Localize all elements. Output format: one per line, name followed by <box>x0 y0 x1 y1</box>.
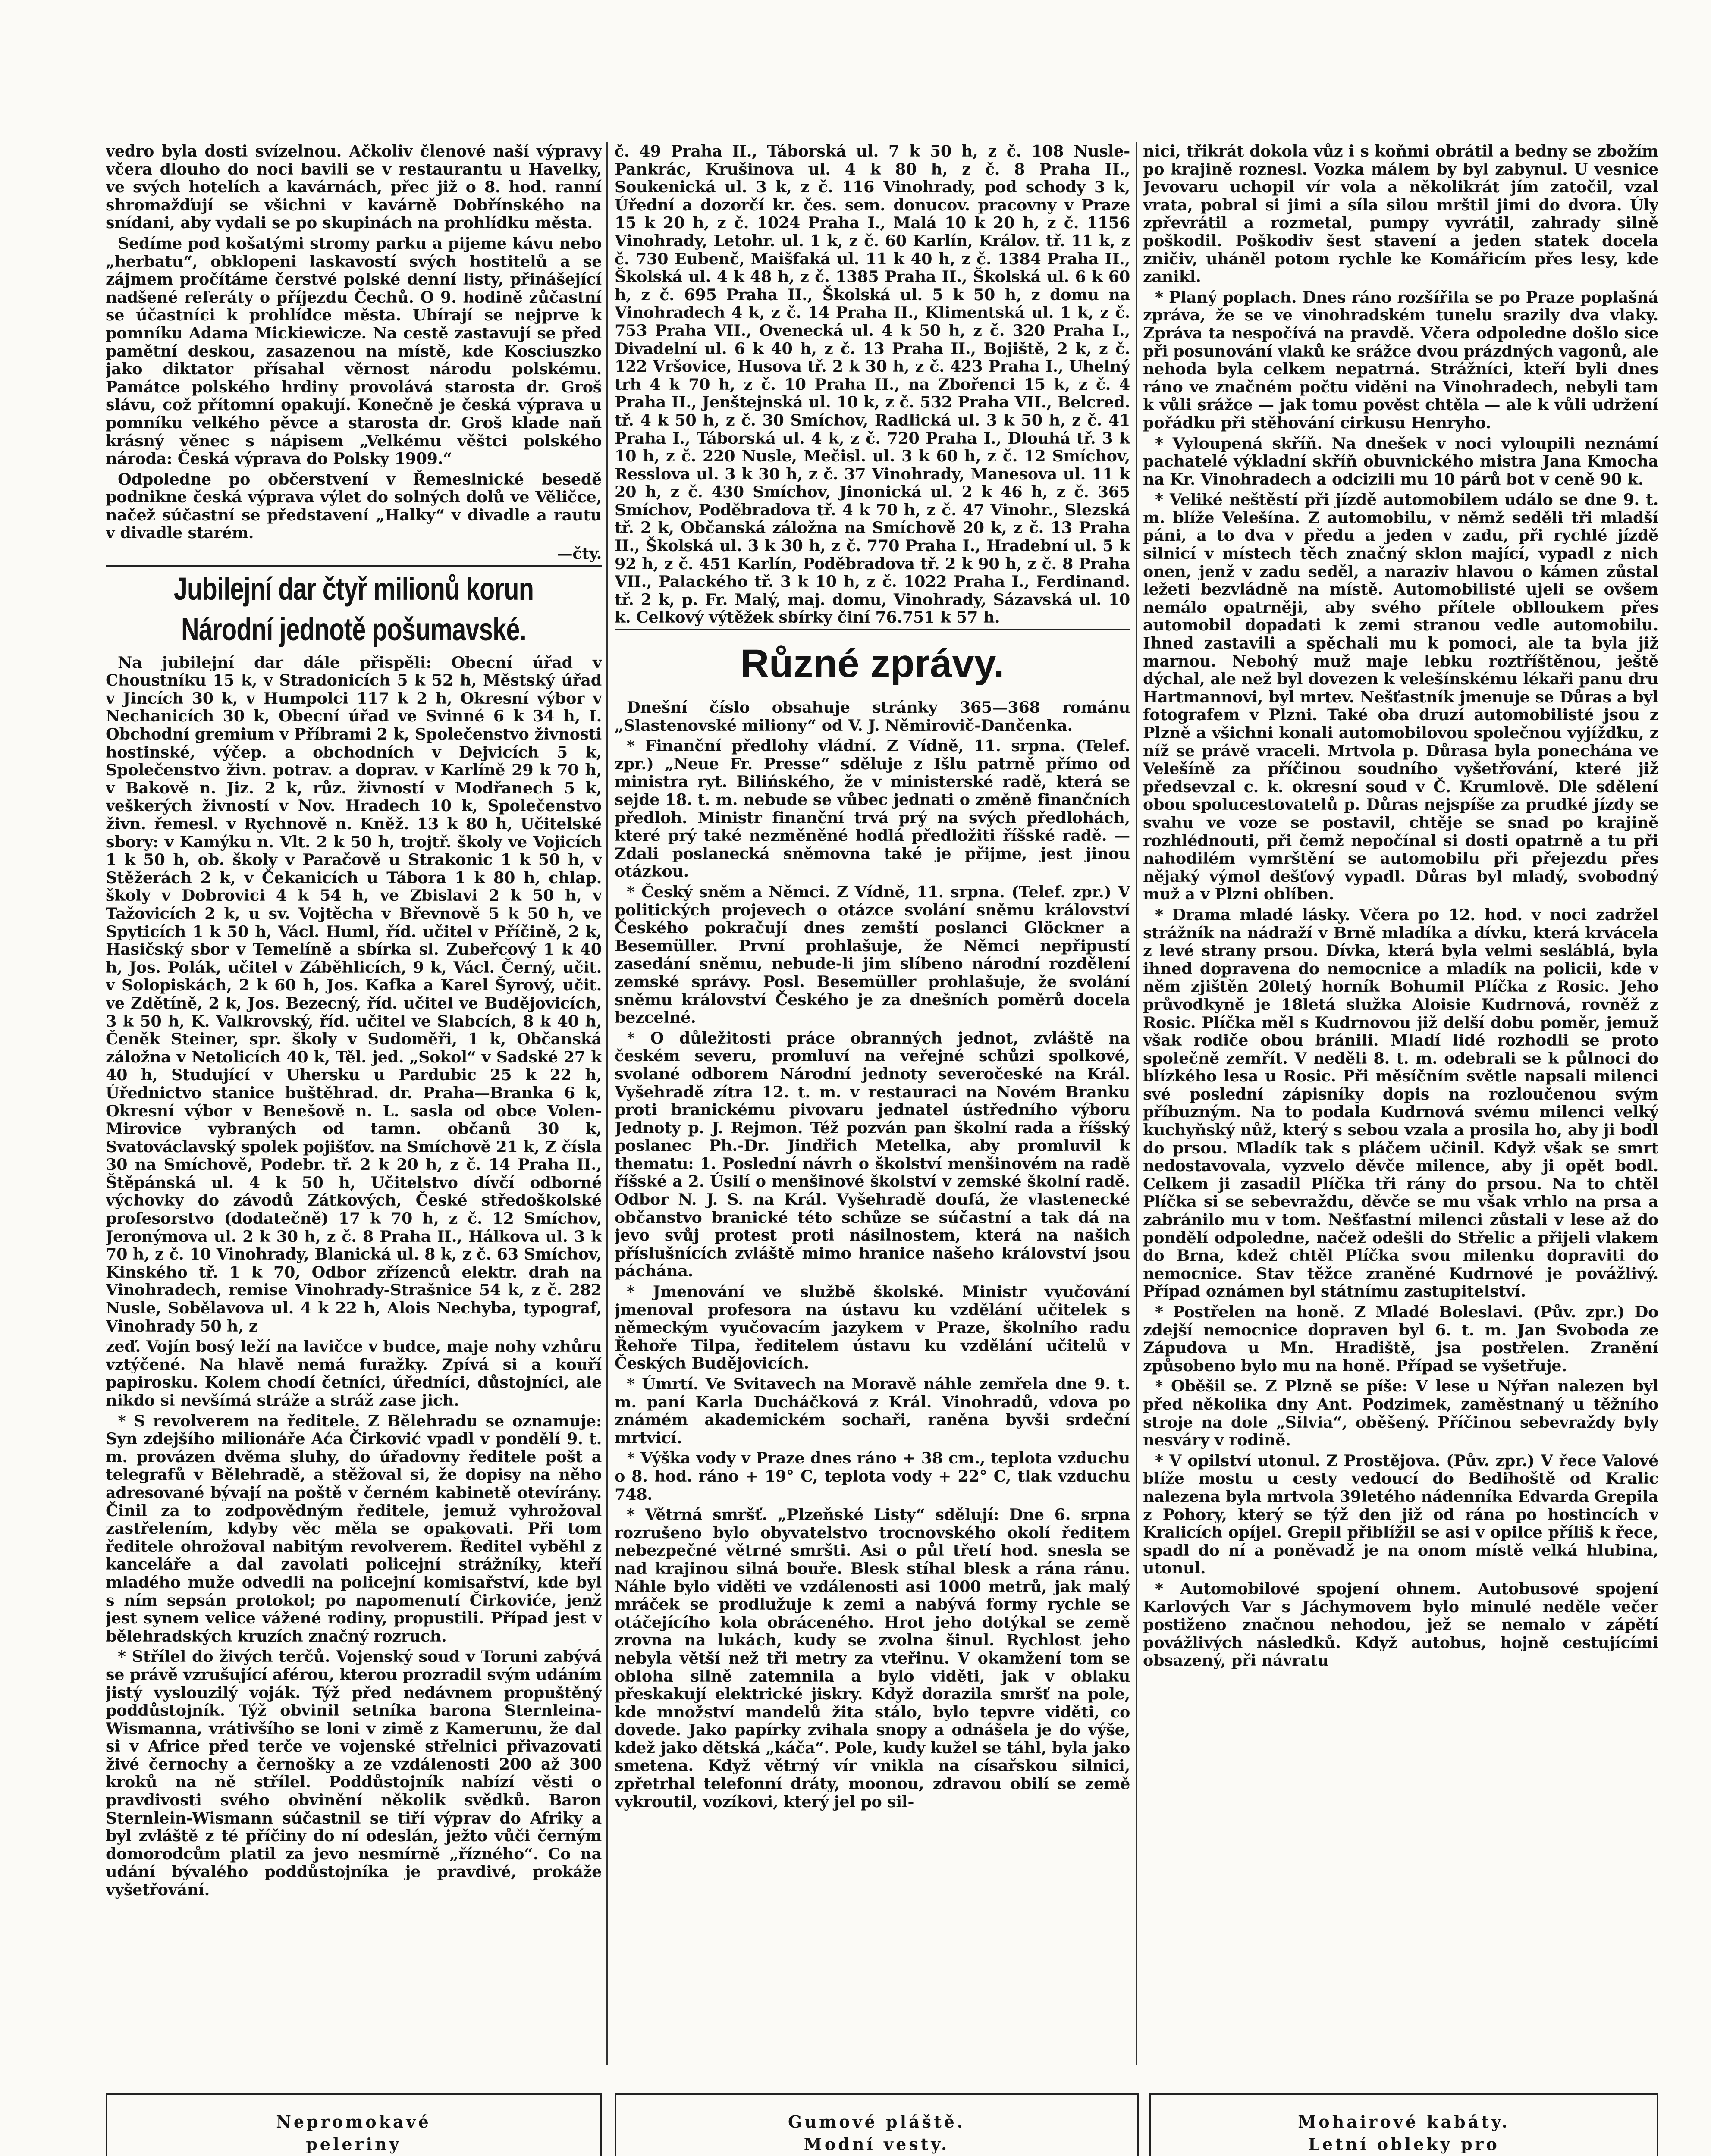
news-item: * Postřelen na honě. Z Mladé Boleslavi. (Pův. zpr.) Do zdejší nemocnice dopraven byl 6. t. m. Jan Svoboda ze Zápudova u Mn. Hradiště, jsa postřelen. Zranění způsobeno bylo mu na honě. Případ se vyšetřuje. <box>1143 1303 1658 1375</box>
advertisement-raincoats <box>106 2093 602 2156</box>
column-divider <box>1136 142 1137 2065</box>
news-item: * Drama mladé lásky. Včera po 12. hod. v noci zadržel strážník na nádraží v Brně mladíka a dívku, která krvácela z levé strany prsou. Dívka, která byla velmi sesláblá, byla ihned dopravena do nemocnice a mladík na policii, kde v něm zjištěn 20letý horník Bohumil Plíčka z Rosic. Jeho průvodkyně je 18letá služka Aloisie Kudrnová, rovněž z Rosic. Plíčka měl s Kudrnovou již delší dobu poměr, jemuž však rodiče obou bránili. Mladí lidé rozhodli se proto společně zemřít. V neděli 8. t. m. odebrali se k půlnoci do blízkého lesa u Rosic. Při měsíčním světle napsali milenci své poslední zápisníky dopis na rozloučenou svým příbuzným. Na to podala Kudrnová svému milenci velký kuchyňský nůž, který s sebou vzala a prosila ho, aby ji bodl do prsou. Mladík tak s pláčem učinil. Když však se smrt nedostavovala, vyzvelo děvče milence, aby ji opět bodl. Celkem ji zasadil Plíčka tři rány do prsou. Na to chtěl Plíčka si se sebevraždu, děvče se mu však vrhlo na prsa a zabránilo mu v tom. Nešťastní milenci zůstali v lese až do pondělí odpoledne, načež odešli do Střelic a přijeli vlakem do Brna, kdež chtěl Plíčka svou milenku dopraviti do nemocnice. Stav těžce zraněné Kudrnové je povážlivý. Případ oznámen byl státnímu zastupitelství. <box>1143 905 1658 1301</box>
section-rule <box>106 565 602 567</box>
ad-line: Modní vesty. <box>804 2134 950 2154</box>
article-paragraph: č. 49 Praha II., Táborská ul. 7 k 50 h, z č. 108 Nusle-Pankrác, Krušinova ul. 4 k 80 h, z č. 8 Praha II., Soukenická ul. 3 k, z č. 116 Vinohrady, pod schody 3 k, Úřední a dozorčí kr. čes. sem. donucov. pracovny v Praze 15 k 20 h, z č. 1024 Praha I., Malá 10 k 20 h, z č. 1156 Vinohrady, Letohr. ul. 1 k, z č. 60 Karlín, Králov. tř. 11 k, z č. 730 Eubenč, Maišfaká ul. 11 k 40 h, z č. 1384 Praha II., Školská ul. 4 k 48 h, z č. 1385 Praha II., Školská ul. 6 k 60 h, z č. 695 Praha II., Školská ul. 5 k 50 h, z domu na Vinohradech 4 k, z č. 14 Praha II., Klimentská ul. 1 k, z č. 753 Praha VII., Ovenecká ul. 4 k 50 h, z č. 320 Praha I., Divadelní ul. 6 k 40 h, z č. 13 Praha II., Bojiště, 2 k, z č. 122 Vršovice, Husova tř. 2 k 30 h, z č. 423 Praha I., Uhelný trh 4 k 70 h, z č. 10 Praha II., na Zbořenci 15 k, z č. 4 Praha II., Jenštejnská ul. 10 k, z č. 532 Praha VII., Belcred. tř. 4 k 50 h, z č. 30 Smíchov, Radlická ul. 3 k 50 h, z č. 41 Praha I., Táborská ul. 4 k, z č. 720 Praha I., Dlouhá tř. 3 k 10 h, z č. 220 Nusle, Mečisl. ul. 3 k 60 h, z č. 12 Smíchov, Resslova ul. 3 k 30 h, z č. 37 Vinohrady, Manesova ul. 11 k 20 h, z č. 430 Smíchov, Jinonická ul. 2 k 46 h, z č. 365 Smíchov, Poděbradova tř. 4 k 70 h, z č. 47 Vinohr., Slezská tř. 2 k, Občanská záložna na Smíchově 20 k, z č. 13 Praha II., Školská ul. 3 k 30 h, z č. 770 Praha I., Hradební ul. 5 k 92 h, z č. 451 Karlín, Poděbradova tř. 2 k 90 h, z č. 8 Praha VII., Palackého tř. 3 k 10 h, z č. 1022 Praha I., Ferdinand. tř. 2 k, p. Fr. Malý, maj. domu, Vinohrady, Sázavská ul. 10 k. Celkový výtěžek sbírky činí 76.751 k 57 h. <box>615 142 1130 627</box>
news-item: * Jmenování ve službě školské. Ministr vyučování jmenoval profesora na ústavu ku vzdělání učitelek s německým vyučovacím jazykem v Praze, školního radu Řehoře Tilpa, ředitelem ústavu ku vzdělání učitelů v Českých Budějovicích. <box>615 1282 1130 1373</box>
ad-line: Gumové pláště. <box>788 2112 966 2131</box>
news-item: * Větrná smršť. „Plzeňské Listy“ sdělují: Dne 6. srpna rozrušeno bylo obyvatelstvo trocnovského okolí ředitem nebezpečné větrné smršti. Asi o půl třetí hod. snesla se nad krajinou silná bouře. Blesk stíhal blesk a rána ránu. Náhle bylo viděti ve vzdálenosti asi 1000 metrů, jak malý mráček se prodlužuje k zemi a nabývá formy rychle se otáčejícího kola obráceného. Hrot jeho dotýkal se země zrovna na lukách, kudy se zvolna šinul. Rychlost jeho nebyla větší než tři metry za vteřinu. V okamžení tom se obloha silně zatemnila a bylo viděti, jak v oblaku přeskakují elektrické jiskry. Když dorazila smršť na pole, kde množství mandelů žita stálo, bylo tepvre viděti, co dovede. Jako papírky zvihala snopy a odnášela je do výše, kdež jako dětská „káča“. Pole, kudy kužel se táhl, byla jako smetena. Když větrný vír vnikla na císařskou silnici, zpřetrhal telefonní dráty, moonou, zdravou obilí se země vykroutil, vozíkovi, který jel po sil- <box>615 1505 1130 1811</box>
advertisement-row <box>106 2093 1658 2156</box>
news-item: nici, třikrát dokola vůz i s koňmi obrátil a bedny se zbožím po krajině roznesl. Vozka málem by byl zabynul. U vesnice Jevovaru uchopil vír vola a několikrát jím zatočil, vzal vrata, pobral si jimi a síla silou mrštil jimi do dvora. Úly zpřevrátil a rozmetal, pumpy vyvrátil, zahrady silně poškodil. Poškodiv šest stavení a jeden statek docela zničiv, uháněl potom rychle ke Komářicím přes lesy, kde zanikl. <box>1143 142 1658 286</box>
headline: Jubilejní dar čtyř milionů korun <box>173 570 534 607</box>
news-item: * Střílel do živých terčů. Vojenský soud v Toruni zabývá se právě vzrušující aférou, kterou prozradil svým udáním jistý vyslouzilý voják. Týž před nedávnem propuštěný poddůstojník. Týž obvinil setníka barona Sternleina-Wismanna, vrátivšího se loni v zimě z Kamerunu, že dal si v Africe před terče ve vojenské střelnici přivazovati živé černochy a černošky a ze vzdálenosti 200 až 300 kroků na ně střílel. Poddůstojník nabízí věsti o pravdivosti svého obvinění několik svědků. Baron Sternlein-Wismann súčastnil se tiří výprav do Afriky a byl zvláště z té příčiny do ní odeslán, ježto vůči černým domorodcům platil za jevo nesmírně „řízného“. Co na udání bývalého poddůstojníka je pravdivé, prokáže vyšetřování. <box>106 1647 602 1899</box>
news-item: * Veliké neštěstí při jízdě automobilem událo se dne 9. t. m. blíže Velešína. Z automobilu, v němž seděli tři mladší páni, a to dva v předu a jeden v zadu, při rychlé jízdě silnicí v místech těch značný sklon mající, vypadl z nich onen, jenž v zadu seděl, a naraziv hlavou o kámen zůstal ležeti bezvládně na místě. Automobilisté ujeli se ovšem nemálo opatrněji, aby svého přítele oblloukem přes automobil dopadati k zemi stranou vedle automobilu. Ihned zastavili a spěchali mu k pomoci, ale ta byla již marnou. Nebohý muž maje lebku roztříštěnou, ještě dýchal, ale než byl dovezen k velešínskému lékaři panu dru Hartmannovi, byl mrtev. Nešťastník jmenuje se Důras a byl fotografem v Plzni. Také oba druzí automobilisté jsou z Plzně a všichni konali automobilovou společnou vyjížďku, z níž se právě vraceli. Mrtvola p. Důrasa byla ponechána ve Velešíně za příčinou soudního vyšetřování, které již předsevzal c. k. okresní soud v Č. Krumlově. Dle sdělení obou spolucestovatelů p. Důras nejspíše za prudké jízdy se svahu ve voze se postavil, chtěje se snad po krajině rozhlédnouti, při čemž nepočínal si dosti opatrně a tu při nahodilém vymrštění se automobilu při přejezdu přes nějaký výmol dešťový vypadl. Důras byl mladý, svobodný muž a v Plzni oblíben. <box>1143 490 1658 904</box>
article-paragraph: Na jubilejní dar dále přispěli: Obecní úřad v Choustníku 15 k, v Stradonicích 5 k 52 h, Městský úřad v Jincích 30 k, v Humpolci 117 k 2 h, Okresní výbor v Nechanicích 30 k, Obecní úřad ve Svinné 6 k 34 h, I. Obchodní gremium v Příbrami 2 k, Společenstvo živnosti hostinské, výčep. a obchodních v Dejvicích 5 k, Společenstvo živn. potrav. a doprav. v Karlíně 29 k 70 h, v Bakově n. Jiz. 2 k, růz. živností v Modřanech 5 k, veškerých živností v Nov. Hradech 10 k, Společenstvo živn. řemesl. v Rychnově n. Kněž. 13 k 80 h, Učitelské sbory: v Kamýku n. Vlt. 2 k 50 h, trojtř. školy ve Vojicích 1 k 50 h, ob. školy v Paračově u Strakonic 1 k 50 h, v Stěžerách 2 k, v Čekanicích u Tábora 1 k 80 h, chlap. školy v Dobrovici 4 k 54 h, ve Zbislavi 2 k 50 h, v Tažovicích 2 k, u sv. Vojtěcha v Břevnově 5 k 50 h, ve Spyticích 1 k 50 h, Václ. Huml, říd. učitel v Příčině, 2 k, Hasičský sbor v Temelíně a sbírka sl. Zubeřcový 1 k 40 h, Jos. Polák, učitel v Záběhlicích, 9 k, Václ. Černý, učit. v Solopiskách, 2 k 60 h, Jos. Kafka a Karel Šyrový, učit. ve Zdětíně, 2 k, Jos. Bezecný, říd. učitel ve Budějovicích, 3 k 50 h, K. Valkrovský, říd. učitel ve Slabcích, 8 k 40 h, Čeněk Steiner, spr. školy v Sudoměři, 1 k, Občanská záložna v Netolicích 40 k, Těl. jed. „Sokol“ v Sadské 27 k 40 h, Studující v Uhersku u Pardubic 25 k 22 h, Úřednictvo stanice buštěhrad. dr. Praha—Branka 6 k, Okresní výbor v Benešově n. L. sasla od obce Volen-Mirovice vybraných od tamn. občanů 30 k, Svatováclavský spolek pojišťov. na Smíchově 21 k, Z čísla 30 na Smíchově, Podebr. tř. 2 k 20 h, z č. 14 Praha II., Štěpánská ul. 4 k 50 h, Učitelstvo dívčí odborné výchovky do závodů Zátkových, České středoškolské profesorstvo (dodatečně) 17 k 70 h, z č. 12 Smíchov, Jeronýmova ul. 2 k 30 h, z č. 8 Praha II., Hálkova ul. 3 k 70 h, z č. 10 Vinohrady, Blanická ul. 8 k, z č. 63 Smíchov, Kinského tř. 1 k 70, Odbor zřízenců elektr. drah na Vinohradech, remise Vinohrady-Strašnice 54 k, z č. 282 Nusle, Sobělavova ul. 4 k 22 h, Alois Nechyba, typograf, Vinohrady 50 h, z <box>106 653 602 1335</box>
column-3 <box>1143 142 1658 2087</box>
news-item: * O důležitosti práce obranných jednot, zvláště na českém severu, promluví na veřejné schůzi spolkové, svolané odborem Národní jednoty severočeské na Král. Vyšehradě zítra 12. t. m. v restauraci na Novém Branku proti branickému pivovaru jednatel ústředního výboru Jednoty p. J. Rejmon. Též pozván pan školní rada a říšský poslanec Ph.-Dr. Jindřich Metelka, aby promluvil k thematu: 1. Poslední návrh o školství menšinovém na radě říšské a 2. Úsilí o menšinové školství v zemské školní radě. Odbor N. J. S. na Král. Vyšehradě doufá, že vlastenecké občanstvo branické této schůze se súčastní a tak dá na jevo svůj protest proti násilnostem, která na našich příslušnících zvláště mimo hranice našeho království jsou páchána. <box>615 1028 1130 1281</box>
ad-line: Nepromokavé <box>276 2112 431 2131</box>
news-item: * Český sněm a Němci. Z Vídně, 11. srpna. (Telef. zpr.) V politických projevech o otázce svolání sněmu království Českého pokračují dnes zemští poslanci Glöckner a Besemüller. První prohlašuje, že Němci nepřipustí zasedání sněmu, nebude-li jim slíbeno národní rozdělení zemské správy. Posl. Besemüller prohlašuje, že svolání sněmu království Českého je za dnešních poměrů docela bezcelné. <box>615 882 1130 1027</box>
news-item: * Automobilové spojení ohnem. Autobusové spojení Karlových Var s Jáchymovem bylo minulé neděle večer postiženo značnou nehodou, jež se nemalo v zápětí povážlivých následků. Když autobus, hojně cestujícími obsazený, při návratu <box>1143 1579 1658 1670</box>
news-item: * Finanční předlohy vládní. Z Vídně, 11. srpna. (Telef. zpr.) „Neue Fr. Presse“ sděluje z Išlu patrně přímo od ministra ryt. Bilińského, že v ministerské radě, která se sejde 18. t. m. nebude se vůbec jednati o změně finančních předloh. Ministr finanční trvá prý na svých předlohách, které prý také nezměněné hodlá předložiti říšské radě. — Zdali poslanecká sněmovna také je přijme, jest jinou otázkou. <box>615 736 1130 881</box>
article-paragraph: Sedíme pod košatými stromy parku a pijeme kávu nebo „herbatu“, obklopeni laskavostí svých hostitelů a se zájmem pročítáme čerstvé polské denní listy, přinášející nadšené referáty o příjezdu Čechů. O 9. hodině zůčastní se účastníci k prohlídce města. Ubírají se nejprve k pomníku Adama Mickiewicze. Na cestě zastavují se před pamětní deskou, zasazenou na místě, kde Kosciuszko jako diktator přísahal věrnost národu polskému. Památce polského hrdiny provolává starosta dr. Groš slávu, což přítomní opakují. Konečně je česká výprava u pomníku velkého pěvce a starosta dr. Groš klade naň krásný věnec s nápisem „Velkému věštci polského národa: Česká výprava do Polsky 1909.“ <box>106 234 602 468</box>
ad-line: Mohairové kabáty. <box>1298 2112 1510 2131</box>
column-divider <box>606 142 608 2065</box>
news-item: * S revolverem na ředitele. Z Bělehradu se oznamuje: Syn zdejšího milionáře Aća Čirković vpadl v pondělí 9. t. m. provázen dvěma sluhy, do úřadovny ředitele pošt a telegrafů v Bělehradě, a stěžoval si, že dopisy na něho adresované bývají na poště v černém kabinetě otevírány. Činil za to zodpovědným ředitele, jemuž vyhrožoval zastřelením, kdyby věc měla se opakovati. Při tom ředitele ohrožoval nabitým revolverem. Ředitel vyběhl z kanceláře a dal zavolati policejní strážníky, kteří mladého muže odvedli na policejní komisařství, kde byl s ním sepsán protokol; po napomenutí Čirkoviće, jenž jest synem velice vážené rodiny, propustili. Případ jest v bělehradských kruzích značný rozruch. <box>106 1411 602 1645</box>
news-item: * Oběšil se. Z Plzně se píše: V lese u Nýřan nalezen byl před několika dny Ant. Podzimek, zaměstnaný u těžního stroje na dole „Silvia“, oběšený. Příčinou sebevraždy byly nesváry v rodině. <box>1143 1377 1658 1450</box>
headline-sub: Národní jednotě pošumavské. <box>181 611 527 647</box>
news-item: * V opilství utonul. Z Prostějova. (Pův. zpr.) V řece Valové blíže mostu u cesty vedoucí do Bedihoště od Kralic nalezena byla mrtvola 39letého nádenníka Edvarda Grepila z Pohory, který se týž den již od rána po hostincích v Kralicích opíjel. Grepil přiblížil se asi v opilce příliš k řece, spadl do ní a poněvadž je na onom místě velká hlubina, utonul. <box>1143 1451 1658 1578</box>
news-item: * Výška vody v Praze dnes ráno + 38 cm., teplota vzduchu o 8. hod. ráno + 19° C, teplota vody + 22° C, tlak vzduchu 748. <box>615 1449 1130 1504</box>
section-rule <box>615 629 1130 630</box>
news-item: * Planý poplach. Dnes ráno rozšířila se po Praze poplašná zpráva, že se ve vinohradském tunelu srazily dva vlaky. Zpráva ta nespočívá na pravdě. Včera odpoledne došlo sice při posunování vlaků ke srážce dvou prázdných vagonů, ale nehoda byla celkem nepatrná. Strážníci, kteří byli dnes ráno ve značném počtu viděni na Vinohradech, nebyli tam k vůli srážce — jak tomu pověst chtěla — ale k vůli udržení pořádku při stěhování cirkusu Henryho. <box>1143 288 1658 432</box>
article-signature: —čty. <box>557 544 602 563</box>
news-item: Dnešní číslo obsahuje stránky 365—368 románu „Slastenovské miliony“ od V. J. Němirovič-Dančenka. <box>615 698 1130 735</box>
advertisement-rubber-coats <box>615 2093 1139 2156</box>
news-item: * Úmrtí. Ve Svitavech na Moravě náhle zemřela dne 9. t. m. paní Karla Ducháčková z Král. Vinohradů, vdova po známém akademickém sochaři, raněna byvši srdeční mrtvicí. <box>615 1375 1130 1447</box>
column-1 <box>106 142 602 2087</box>
article-paragraph: vedro byla dosti svízelnou. Ačkoliv členové naší výpravy včera dlouho do noci bavili se v restaurantu u Havelky, ve svých hotelích a kavárnách, přec již o 8. hod. ranní shromažďují se všichni v kavárně Dobřínského na snídani, aby vydali se po skupinách na prohlídku města. <box>106 142 602 232</box>
ad-line: Letní obleky pro <box>1308 2134 1500 2154</box>
section-heading: Různé zprávy. <box>740 642 1005 686</box>
advertisement-mohair-coats <box>1149 2093 1658 2156</box>
ad-line: peleriny <box>306 2134 402 2154</box>
article-paragraph: zeď. Vojín bosý leží na lavičce v budce, maje nohy vzhůru vztýčené. Na hlavě nemá furažky. Zpívá si a kouří papirosku. Kolem chodí četníci, úředníci, důstojníci, ale nikdo si nevšímá stráže a stráž zase jich. <box>106 1337 602 1410</box>
news-item: * Vyloupená skříň. Na dnešek v noci vyloupili neznámí pachatelé výkladní skříň obuvnického mistra Jana Kmocha na Kr. Vinohradech a odcizili mu 10 párů bot v ceně 90 k. <box>1143 434 1658 489</box>
column-2 <box>615 142 1130 2087</box>
article-paragraph: Odpoledne po občerstvení v Řemeslnické besedě podnikne česká výprava výlet do solných dolů ve Věličce, načež súčastní se představení „Halky“ v divadle a rautu v divadle starém. <box>106 470 602 542</box>
